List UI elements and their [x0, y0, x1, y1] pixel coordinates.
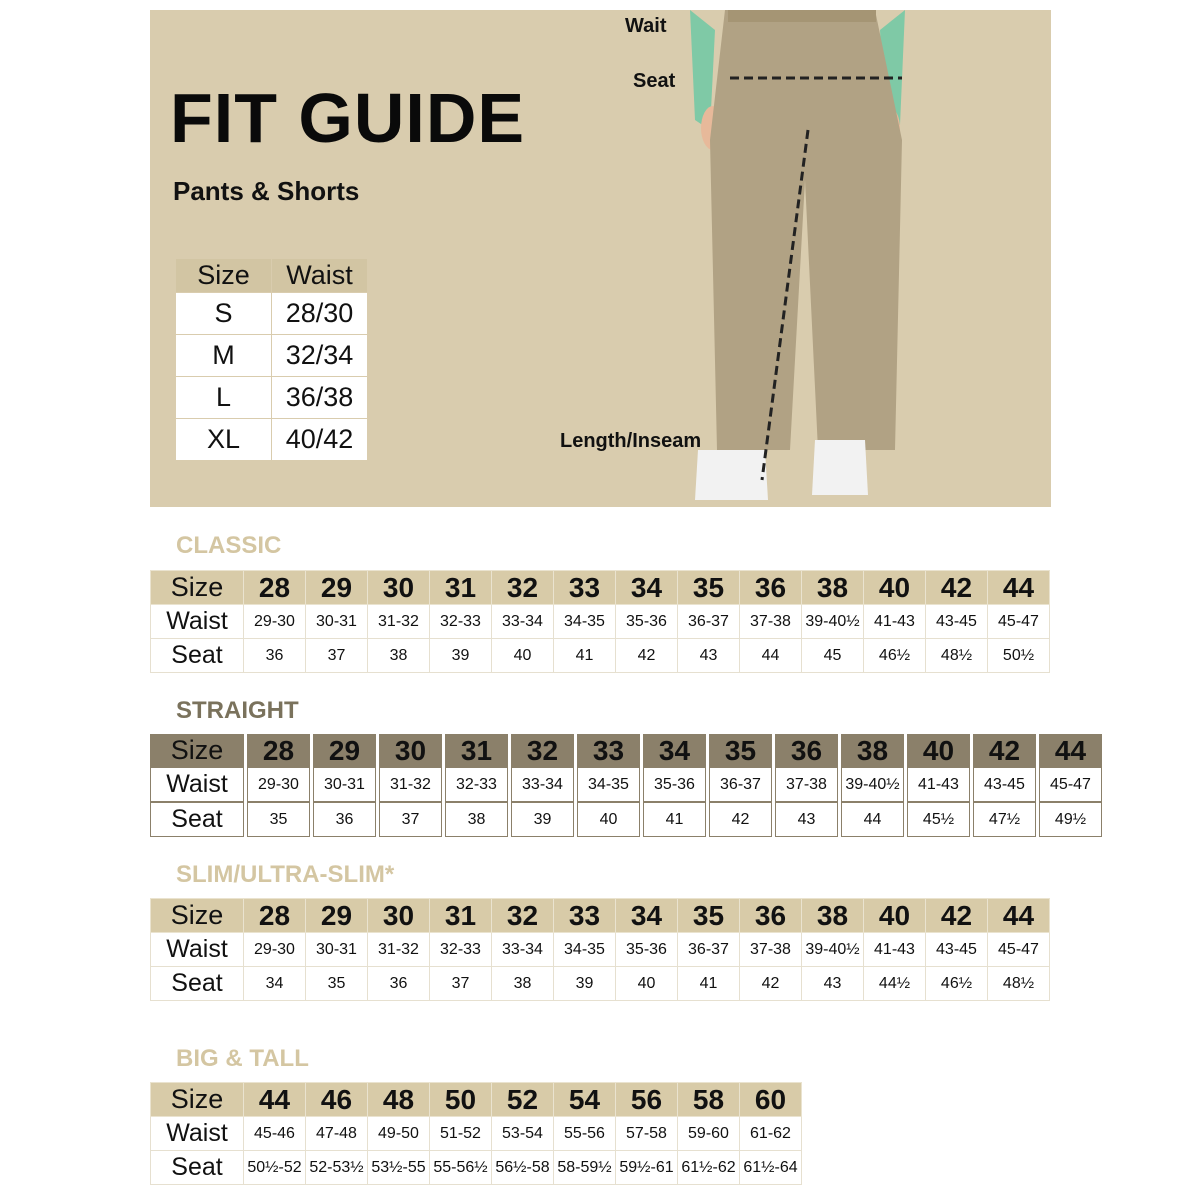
size-cell: M — [176, 335, 272, 377]
sizes-cell: 42 — [926, 899, 988, 933]
size-cell: XL — [176, 419, 272, 461]
waist-cell: 32-33 — [445, 767, 508, 802]
waist-cell: 41-43 — [907, 767, 970, 802]
row-label: Waist — [151, 605, 244, 639]
seat-cell: 44 — [740, 639, 802, 673]
size-chart-table — [150, 570, 1050, 673]
waist-cell: 28/30 — [272, 293, 368, 335]
sizes-cell: 36 — [775, 734, 838, 767]
sizes-cell: 44 — [1039, 734, 1102, 767]
sizes-cell: 34 — [616, 571, 678, 605]
waist-cell: 33-34 — [492, 605, 554, 639]
waist-cell: 36-37 — [678, 605, 740, 639]
seat-cell: 40 — [492, 639, 554, 673]
waist-cell: 29-30 — [244, 933, 306, 967]
seat-cell: 38 — [492, 967, 554, 1001]
sizes-cell: 34 — [643, 734, 706, 767]
seat-cell: 40 — [577, 802, 640, 837]
waist-cell: 47-48 — [306, 1117, 368, 1151]
waist-row — [151, 605, 1050, 639]
seat-row — [151, 1151, 802, 1185]
waist-cell: 49-50 — [368, 1117, 430, 1151]
seat-cell: 61½-62 — [678, 1151, 740, 1185]
seat-cell: 49½ — [1039, 802, 1102, 837]
waist-cell: 35-36 — [616, 605, 678, 639]
sizes-cell: 32 — [511, 734, 574, 767]
sizes-cell: 31 — [430, 571, 492, 605]
sizes-cell: 33 — [554, 571, 616, 605]
section-title: SLIM/ULTRA-SLIM* — [176, 861, 395, 888]
sizes-cell: 32 — [492, 571, 554, 605]
seat-row — [151, 967, 1050, 1001]
waist-cell: 29-30 — [244, 605, 306, 639]
row-label: Seat — [151, 967, 244, 1001]
seat-cell: 44 — [841, 802, 904, 837]
sizes-cell: 36 — [740, 899, 802, 933]
seat-cell: 43 — [678, 639, 740, 673]
sizes-cell: 44 — [988, 571, 1050, 605]
seat-cell: 36 — [313, 802, 376, 837]
seat-label: Seat — [633, 70, 676, 92]
sizes-cell: 38 — [802, 571, 864, 605]
waistband — [728, 10, 876, 22]
seat-cell: 56½-58 — [492, 1151, 554, 1185]
sizes-cell: 30 — [368, 571, 430, 605]
pants — [710, 10, 902, 450]
row-label: Waist — [151, 933, 244, 967]
left-shoe — [695, 450, 768, 500]
seat-cell: 61½-64 — [740, 1151, 802, 1185]
row-label: Waist — [150, 767, 244, 802]
waist-cell: 45-46 — [244, 1117, 306, 1151]
waist-cell: 57-58 — [616, 1117, 678, 1151]
sizes-cell: 31 — [430, 899, 492, 933]
seat-cell: 42 — [740, 967, 802, 1001]
seat-cell: 45 — [802, 639, 864, 673]
seat-cell: 48½ — [926, 639, 988, 673]
sizes-cell: 50 — [430, 1083, 492, 1117]
seat-cell: 46½ — [926, 967, 988, 1001]
seat-cell: 43 — [775, 802, 838, 837]
waist-cell: 51-52 — [430, 1117, 492, 1151]
waist-row — [151, 1117, 802, 1151]
sizes-cell: 44 — [988, 899, 1050, 933]
sizes-cell: 46 — [306, 1083, 368, 1117]
waist-label: Wait — [625, 15, 667, 37]
waist-cell: 35-36 — [616, 933, 678, 967]
row-label: Waist — [151, 1117, 244, 1151]
fit-guide-banner — [150, 10, 1051, 507]
right-shoe — [812, 440, 868, 495]
sizes-cell: 29 — [306, 899, 368, 933]
waist-cell: 45-47 — [988, 605, 1050, 639]
seat-cell: 40 — [616, 967, 678, 1001]
sizes-cell: 33 — [577, 734, 640, 767]
sizes-cell: 29 — [313, 734, 376, 767]
seat-cell: 50½ — [988, 639, 1050, 673]
sizes-row — [151, 571, 1050, 605]
seat-cell: 45½ — [907, 802, 970, 837]
sizes-cell: 52 — [492, 1083, 554, 1117]
seat-cell: 39 — [554, 967, 616, 1001]
waist-cell: 32/34 — [272, 335, 368, 377]
waist-cell: 36/38 — [272, 377, 368, 419]
row-label: Seat — [150, 802, 244, 837]
waist-cell: 61-62 — [740, 1117, 802, 1151]
sizes-cell: 28 — [244, 571, 306, 605]
waist-cell: 40/42 — [272, 419, 368, 461]
size-cell: S — [176, 293, 272, 335]
sizes-cell: 40 — [907, 734, 970, 767]
row-label: Seat — [151, 1151, 244, 1185]
seat-cell: 41 — [678, 967, 740, 1001]
seat-cell: 34 — [244, 967, 306, 1001]
row-label: Seat — [151, 639, 244, 673]
waist-cell: 36-37 — [678, 933, 740, 967]
sizes-cell: 36 — [740, 571, 802, 605]
sizes-cell: 31 — [445, 734, 508, 767]
seat-cell: 44½ — [864, 967, 926, 1001]
row-label: Size — [150, 734, 244, 767]
waist-row — [150, 767, 1102, 802]
waist-row — [151, 933, 1050, 967]
sizes-cell: 28 — [244, 899, 306, 933]
sizes-cell: 40 — [864, 899, 926, 933]
seat-cell: 39 — [511, 802, 574, 837]
seat-cell: 37 — [306, 639, 368, 673]
sizes-cell: 28 — [247, 734, 310, 767]
size-chart-table — [150, 898, 1050, 1001]
waist-cell: 39-40½ — [802, 933, 864, 967]
waist-cell: 41-43 — [864, 933, 926, 967]
waist-cell: 45-47 — [1039, 767, 1102, 802]
seat-cell: 38 — [445, 802, 508, 837]
waist-cell: 30-31 — [306, 605, 368, 639]
sizes-cell: 38 — [802, 899, 864, 933]
waist-cell: 43-45 — [926, 605, 988, 639]
seat-cell: 55-56½ — [430, 1151, 492, 1185]
waist-cell: 31-32 — [368, 933, 430, 967]
header-size: Size — [176, 259, 272, 293]
sizes-cell: 42 — [926, 571, 988, 605]
seat-cell: 37 — [430, 967, 492, 1001]
seat-row — [151, 639, 1050, 673]
seat-cell: 43 — [802, 967, 864, 1001]
section-title: STRAIGHT — [176, 697, 299, 724]
seat-row — [150, 802, 1102, 837]
waist-cell: 34-35 — [554, 605, 616, 639]
waist-cell: 41-43 — [864, 605, 926, 639]
seat-cell: 42 — [709, 802, 772, 837]
size-chart-table — [150, 1082, 802, 1185]
seat-cell: 41 — [643, 802, 706, 837]
waist-cell: 34-35 — [577, 767, 640, 802]
waist-cell: 55-56 — [554, 1117, 616, 1151]
waist-cell: 35-36 — [643, 767, 706, 802]
seat-cell: 41 — [554, 639, 616, 673]
size-chart-table — [147, 734, 1105, 837]
sizes-cell: 60 — [740, 1083, 802, 1117]
waist-cell: 45-47 — [988, 933, 1050, 967]
seat-cell: 37 — [379, 802, 442, 837]
waist-cell: 31-32 — [368, 605, 430, 639]
waist-cell: 39-40½ — [802, 605, 864, 639]
sizes-cell: 44 — [244, 1083, 306, 1117]
seat-cell: 38 — [368, 639, 430, 673]
sizes-row — [150, 734, 1102, 767]
seat-cell: 58-59½ — [554, 1151, 616, 1185]
sizes-cell: 35 — [709, 734, 772, 767]
waist-cell: 33-34 — [511, 767, 574, 802]
sizes-row — [151, 1083, 802, 1117]
waist-cell: 36-37 — [709, 767, 772, 802]
waist-cell: 31-32 — [379, 767, 442, 802]
seat-cell: 39 — [430, 639, 492, 673]
row-label: Size — [151, 899, 244, 933]
section-title: BIG & TALL — [176, 1045, 309, 1072]
sizes-cell: 34 — [616, 899, 678, 933]
seat-cell: 59½-61 — [616, 1151, 678, 1185]
waist-cell: 34-35 — [554, 933, 616, 967]
seat-cell: 36 — [244, 639, 306, 673]
waist-cell: 39-40½ — [841, 767, 904, 802]
sizes-cell: 35 — [678, 899, 740, 933]
waist-cell: 59-60 — [678, 1117, 740, 1151]
waist-cell: 29-30 — [247, 767, 310, 802]
seat-cell: 50½-52 — [244, 1151, 306, 1185]
sizes-cell: 29 — [306, 571, 368, 605]
seat-cell: 35 — [306, 967, 368, 1001]
length-label: Length/Inseam — [560, 430, 702, 452]
seat-cell: 42 — [616, 639, 678, 673]
size-cell: L — [176, 377, 272, 419]
waist-cell: 33-34 — [492, 933, 554, 967]
waist-cell: 37-38 — [740, 933, 802, 967]
page-title: FIT GUIDE — [170, 79, 526, 157]
sizes-cell: 30 — [368, 899, 430, 933]
row-label: Size — [151, 1083, 244, 1117]
sizes-cell: 58 — [678, 1083, 740, 1117]
seat-cell: 36 — [368, 967, 430, 1001]
sizes-cell: 54 — [554, 1083, 616, 1117]
sizes-cell: 40 — [864, 571, 926, 605]
sizes-cell: 56 — [616, 1083, 678, 1117]
sizes-cell: 33 — [554, 899, 616, 933]
waist-cell: 43-45 — [973, 767, 1036, 802]
waist-cell: 43-45 — [926, 933, 988, 967]
header-waist: Waist — [272, 259, 368, 293]
section-title: CLASSIC — [176, 532, 282, 559]
seat-cell: 53½-55 — [368, 1151, 430, 1185]
seat-cell: 52-53½ — [306, 1151, 368, 1185]
waist-cell: 37-38 — [740, 605, 802, 639]
waist-cell: 30-31 — [306, 933, 368, 967]
waist-cell: 37-38 — [775, 767, 838, 802]
row-label: Size — [151, 571, 244, 605]
seat-cell: 48½ — [988, 967, 1050, 1001]
sizes-cell: 30 — [379, 734, 442, 767]
seat-cell: 47½ — [973, 802, 1036, 837]
waist-cell: 30-31 — [313, 767, 376, 802]
sizes-cell: 38 — [841, 734, 904, 767]
seat-cell: 46½ — [864, 639, 926, 673]
sizes-cell: 48 — [368, 1083, 430, 1117]
waist-cell: 32-33 — [430, 605, 492, 639]
sizes-cell: 35 — [678, 571, 740, 605]
seat-cell: 35 — [247, 802, 310, 837]
waist-cell: 53-54 — [492, 1117, 554, 1151]
page-subtitle: Pants & Shorts — [173, 176, 360, 206]
sizes-cell: 32 — [492, 899, 554, 933]
waist-cell: 32-33 — [430, 933, 492, 967]
sizes-row — [151, 899, 1050, 933]
sizes-cell: 42 — [973, 734, 1036, 767]
